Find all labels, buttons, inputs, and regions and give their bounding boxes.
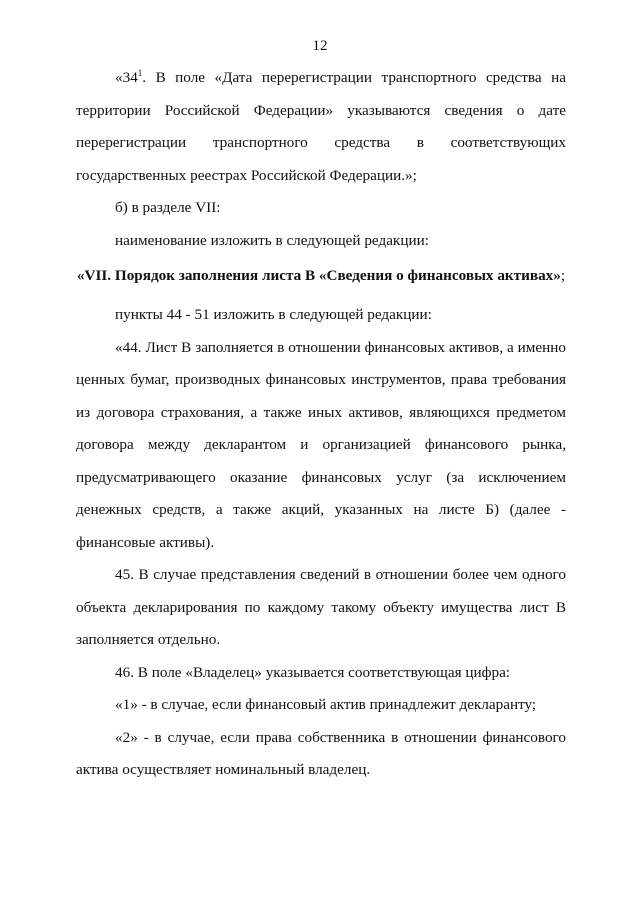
section-heading — [76, 267, 566, 284]
section-heading-title: «VII. Порядок заполнения листа В «Сведения о финансовых активах» — [76, 267, 561, 284]
section-heading-tail: ; — [560, 267, 566, 284]
para-34-text: . В поле «Дата перерегистрации транспортного средства на территории Российской Федерации» указываются сведения о дате перерегистрации транспортного средства в соответствующих государственных реестрах Российской Федерации.»; — [76, 69, 566, 184]
paragraph-46-option-1: «1» - в случае, если финансовый актив принадлежит декларанту; — [115, 696, 537, 713]
paragraph-45: 45. В случае представления сведений в отношении более чем одного объекта декларирования по каждому такому объекту имущества лист В заполняется отдельно. — [76, 566, 566, 648]
name-line: наименование изложить в следующей редакции: — [115, 231, 429, 249]
para-34-superscript: 1 — [137, 68, 143, 78]
subitem-b: б) в разделе VII: — [115, 199, 221, 216]
document-body — [76, 62, 566, 787]
paragraph-34-1 — [76, 62, 566, 192]
items-line: пункты 44 - 51 изложить в следующей редакции: — [115, 306, 432, 323]
para-34-prefix: «34 — [115, 69, 138, 86]
paragraph-46: 46. В поле «Владелец» указывается соответствующая цифра: — [115, 663, 511, 681]
paragraph-44: «44. Лист В заполняется в отношении финансовых активов, а именно ценных бумаг, производных финансовых инструментов, права требования из договора страхования, а также иных активов, являющихся предметом договора между декларантом и организацией финансового рынка, предусматривающего оказание финансовых услуг (за исключением денежных средств, а также акций, указанных на листе Б) (далее - финансовые активы). — [76, 338, 566, 551]
page-number: 12 — [312, 38, 328, 54]
paragraph-46-option-2: «2» - в случае, если права собственника в отношении финансового актива осуществляет номинальный владелец. — [76, 728, 566, 778]
